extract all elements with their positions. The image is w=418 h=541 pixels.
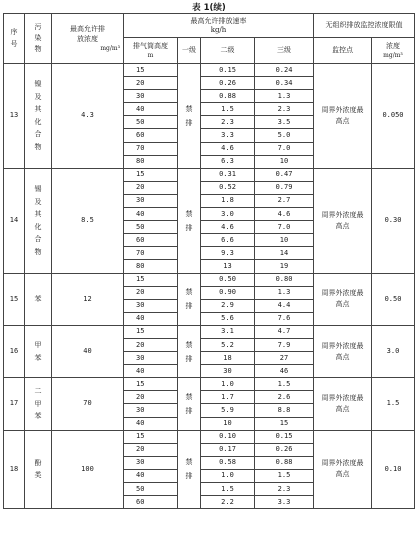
level3-rate: 1.3 <box>255 286 314 299</box>
header-concentration: 浓度 mg/m³ <box>372 38 415 64</box>
level1-banned: 禁排 <box>178 430 201 509</box>
level3-rate: 10 <box>255 155 314 168</box>
level3-rate: 2.3 <box>255 103 314 116</box>
stack-height: 60 <box>124 129 178 142</box>
level2-rate: 0.17 <box>201 443 255 456</box>
monitor-point: 周界外浓度最高点 <box>314 64 372 169</box>
monitor-point: 周界外浓度最高点 <box>314 273 372 325</box>
level2-rate: 9.3 <box>201 247 255 260</box>
monitor-point: 周界外浓度最高点 <box>314 168 372 273</box>
level2-rate: 5.2 <box>201 338 255 351</box>
level2-rate: 2.2 <box>201 496 255 509</box>
level3-rate: 0.15 <box>255 430 314 443</box>
header-max-rate-unit: kg/h <box>210 25 227 34</box>
level3-rate: 1.3 <box>255 90 314 103</box>
row-seq: 15 <box>4 273 25 325</box>
level2-rate: 18 <box>201 352 255 365</box>
level2-rate: 6.6 <box>201 234 255 247</box>
level2-rate: 13 <box>201 260 255 273</box>
level3-rate: 0.80 <box>255 273 314 286</box>
level3-rate: 8.8 <box>255 404 314 417</box>
level2-rate: 30 <box>201 365 255 378</box>
level2-rate: 0.26 <box>201 77 255 90</box>
level1-banned: 禁排 <box>178 325 201 377</box>
level2-rate: 0.50 <box>201 273 255 286</box>
level2-rate: 2.9 <box>201 299 255 312</box>
stack-height: 20 <box>124 338 178 351</box>
level2-rate: 0.88 <box>201 90 255 103</box>
level2-rate: 5.6 <box>201 312 255 325</box>
header-level3: 三级 <box>255 38 314 64</box>
level2-rate: 1.7 <box>201 391 255 404</box>
stack-height: 15 <box>124 430 178 443</box>
emission-standard-table <box>3 13 415 509</box>
row-seq: 18 <box>4 430 25 509</box>
max-concentration: 40 <box>52 325 124 377</box>
header-monitor-point: 监控点 <box>314 38 372 64</box>
level3-rate: 7.0 <box>255 142 314 155</box>
level3-rate: 19 <box>255 260 314 273</box>
level3-rate: 2.7 <box>255 194 314 207</box>
pollutant-name: 镍及其化合物 <box>25 64 52 169</box>
stack-height: 40 <box>124 208 178 221</box>
level2-rate: 4.6 <box>201 221 255 234</box>
level2-rate: 3.0 <box>201 208 255 221</box>
stack-height: 15 <box>124 64 178 77</box>
stack-height: 30 <box>124 299 178 312</box>
stack-height: 15 <box>124 325 178 338</box>
row-seq: 17 <box>4 378 25 430</box>
level3-rate: 46 <box>255 365 314 378</box>
level3-rate: 3.3 <box>255 496 314 509</box>
stack-height: 15 <box>124 273 178 286</box>
stack-height: 15 <box>124 168 178 181</box>
level3-rate: 2.6 <box>255 391 314 404</box>
level2-rate: 6.3 <box>201 155 255 168</box>
header-seq: 序号 <box>4 14 25 64</box>
concentration-limit: 3.0 <box>372 325 415 377</box>
header-max-conc: 最高允许排放浓度 mg/m³ <box>52 14 124 64</box>
stack-height: 60 <box>124 496 178 509</box>
level3-rate: 15 <box>255 417 314 430</box>
header-max-conc-unit: mg/m³ <box>100 45 120 52</box>
level2-rate: 1.0 <box>201 469 255 482</box>
level3-rate: 5.0 <box>255 129 314 142</box>
stack-height: 15 <box>124 378 178 391</box>
level2-rate: 0.58 <box>201 456 255 469</box>
stack-height: 20 <box>124 181 178 194</box>
stack-height: 50 <box>124 483 178 496</box>
concentration-limit: 0.10 <box>372 430 415 509</box>
stack-height: 40 <box>124 417 178 430</box>
stack-height: 30 <box>124 352 178 365</box>
concentration-limit: 0.50 <box>372 273 415 325</box>
level3-rate: 0.47 <box>255 168 314 181</box>
table-row <box>4 378 415 391</box>
stack-height: 50 <box>124 221 178 234</box>
level2-rate: 1.5 <box>201 103 255 116</box>
row-seq: 14 <box>4 168 25 273</box>
stack-height: 30 <box>124 456 178 469</box>
max-concentration: 100 <box>52 430 124 509</box>
level3-rate: 7.6 <box>255 312 314 325</box>
level3-rate: 4.6 <box>255 208 314 221</box>
monitor-point: 周界外浓度最高点 <box>314 378 372 430</box>
level3-rate: 7.9 <box>255 338 314 351</box>
stack-height: 70 <box>124 247 178 260</box>
concentration-limit: 1.5 <box>372 378 415 430</box>
stack-height: 60 <box>124 234 178 247</box>
stack-height: 40 <box>124 365 178 378</box>
header-max-rate: 最高允许排放速率 kg/h <box>124 14 314 38</box>
stack-height: 70 <box>124 142 178 155</box>
max-concentration: 12 <box>52 273 124 325</box>
pollutant-name: 甲苯 <box>25 325 52 377</box>
level2-rate: 0.10 <box>201 430 255 443</box>
level3-rate: 1.5 <box>255 378 314 391</box>
stack-height: 20 <box>124 77 178 90</box>
max-concentration: 70 <box>52 378 124 430</box>
level3-rate: 2.3 <box>255 483 314 496</box>
level1-banned: 禁排 <box>178 273 201 325</box>
level3-rate: 4.4 <box>255 299 314 312</box>
stack-height: 30 <box>124 90 178 103</box>
table-row <box>4 273 415 286</box>
level3-rate: 0.88 <box>255 456 314 469</box>
pollutant-name: 二甲苯 <box>25 378 52 430</box>
level1-banned: 禁排 <box>178 64 201 169</box>
stack-height: 40 <box>124 469 178 482</box>
level3-rate: 0.24 <box>255 64 314 77</box>
stack-height: 20 <box>124 443 178 456</box>
level3-rate: 1.5 <box>255 469 314 482</box>
level3-rate: 10 <box>255 234 314 247</box>
header-concentration-unit: mg/m³ <box>383 51 403 59</box>
table-row <box>4 168 415 181</box>
monitor-point: 周界外浓度最高点 <box>314 430 372 509</box>
level2-rate: 0.52 <box>201 181 255 194</box>
concentration-limit: 0.050 <box>372 64 415 169</box>
stack-height: 80 <box>124 155 178 168</box>
table-row <box>4 325 415 338</box>
level3-rate: 0.79 <box>255 181 314 194</box>
header-level1: 一级 <box>178 38 201 64</box>
table-row <box>4 430 415 443</box>
level1-banned: 禁排 <box>178 168 201 273</box>
stack-height: 50 <box>124 116 178 129</box>
level3-rate: 0.26 <box>255 443 314 456</box>
level2-rate: 2.3 <box>201 116 255 129</box>
header-stack-height-unit: m <box>147 51 154 59</box>
level3-rate: 7.0 <box>255 221 314 234</box>
level2-rate: 3.3 <box>201 129 255 142</box>
row-seq: 13 <box>4 64 25 169</box>
stack-height: 30 <box>124 404 178 417</box>
header-pollutant: 污染物 <box>25 14 52 64</box>
stack-height: 80 <box>124 260 178 273</box>
level1-banned: 禁排 <box>178 378 201 430</box>
row-seq: 16 <box>4 325 25 377</box>
level2-rate: 5.9 <box>201 404 255 417</box>
pollutant-name: 酚类 <box>25 430 52 509</box>
level2-rate: 0.31 <box>201 168 255 181</box>
level3-rate: 4.7 <box>255 325 314 338</box>
max-concentration: 8.5 <box>52 168 124 273</box>
level2-rate: 1.0 <box>201 378 255 391</box>
stack-height: 20 <box>124 286 178 299</box>
stack-height: 40 <box>124 103 178 116</box>
level3-rate: 3.5 <box>255 116 314 129</box>
level3-rate: 0.34 <box>255 77 314 90</box>
stack-height: 20 <box>124 391 178 404</box>
level2-rate: 3.1 <box>201 325 255 338</box>
pollutant-name: 苯 <box>25 273 52 325</box>
level2-rate: 1.5 <box>201 483 255 496</box>
stack-height: 30 <box>124 194 178 207</box>
header-fugitive: 无组织排放监控浓度限值 <box>314 14 415 38</box>
table-title: 表 1(续) <box>192 3 226 13</box>
table-row <box>4 64 415 77</box>
level2-rate: 4.6 <box>201 142 255 155</box>
concentration-limit: 0.30 <box>372 168 415 273</box>
header-stack-height: 排气筒高度 m <box>124 38 178 64</box>
pollutant-name: 锡及其化合物 <box>25 168 52 273</box>
header-level2: 二级 <box>201 38 255 64</box>
max-concentration: 4.3 <box>52 64 124 169</box>
stack-height: 40 <box>124 312 178 325</box>
monitor-point: 周界外浓度最高点 <box>314 325 372 377</box>
level3-rate: 27 <box>255 352 314 365</box>
level2-rate: 1.8 <box>201 194 255 207</box>
level3-rate: 14 <box>255 247 314 260</box>
level2-rate: 0.90 <box>201 286 255 299</box>
level2-rate: 10 <box>201 417 255 430</box>
level2-rate: 0.15 <box>201 64 255 77</box>
